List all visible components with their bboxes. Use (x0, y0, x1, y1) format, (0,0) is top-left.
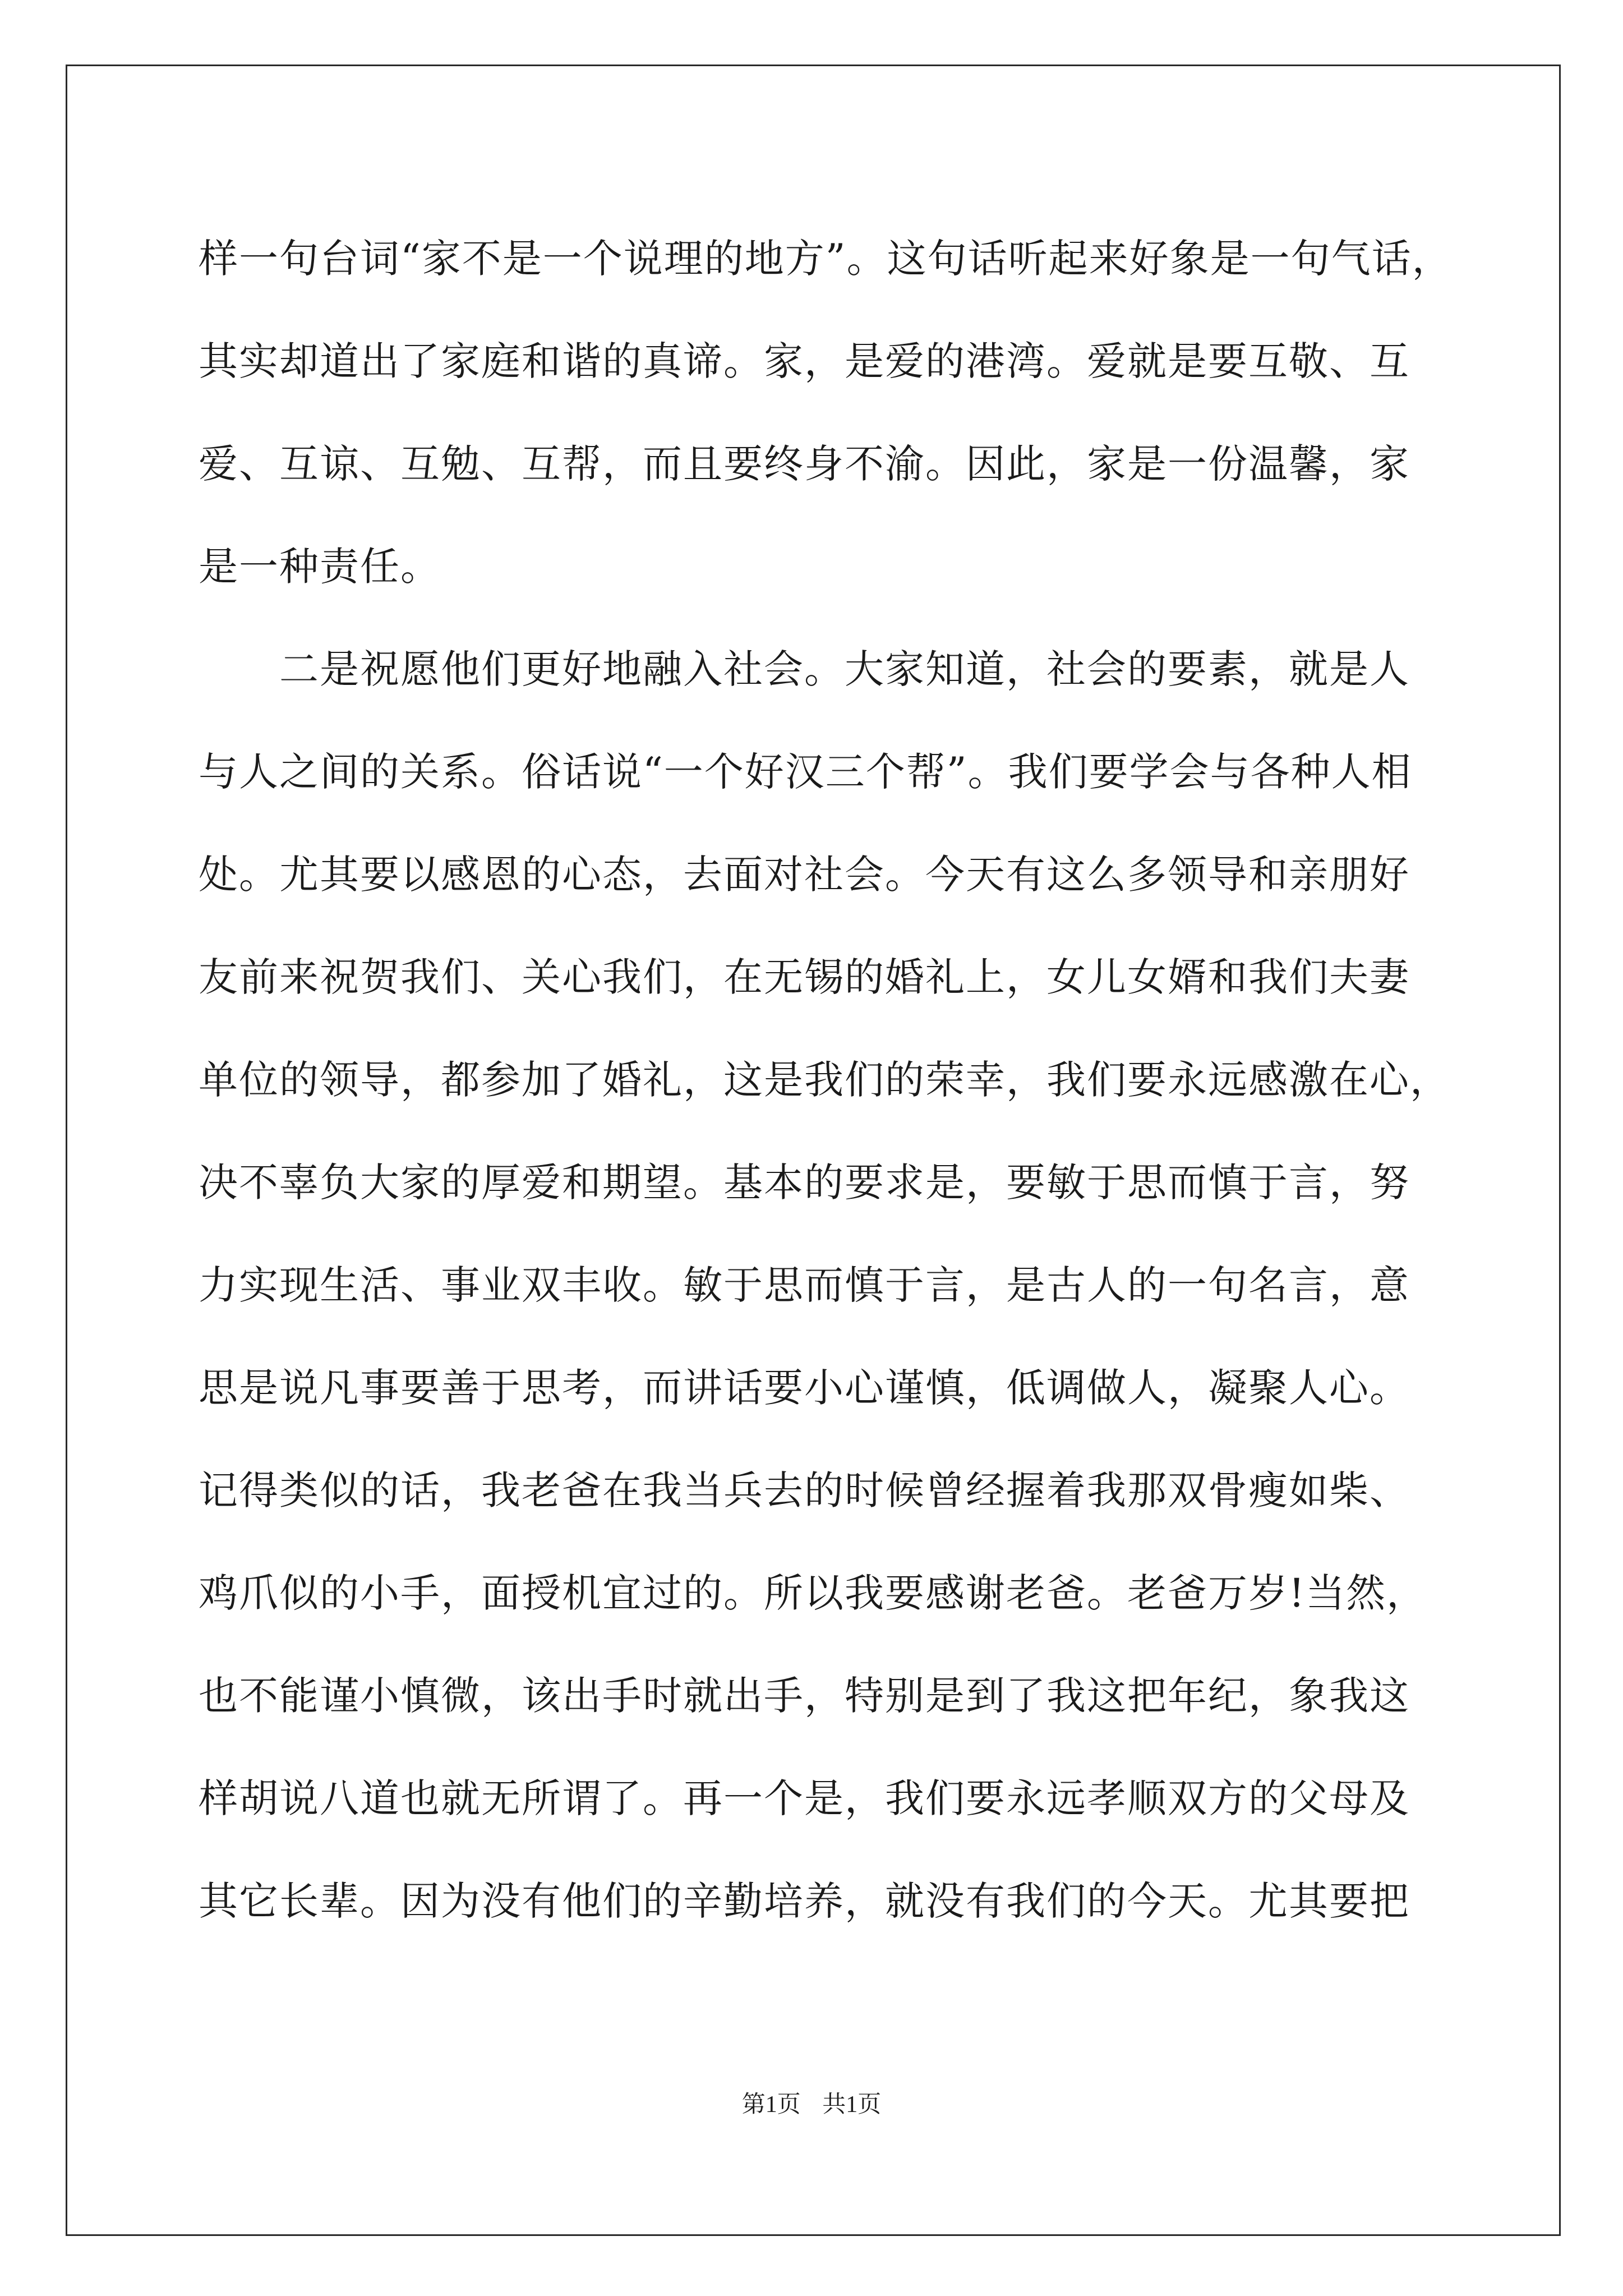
text-line-14: 鸡爪似的小手，面授机宜过的。所以我要感谢老爸。老爸万岁!当然， (199, 1570, 1427, 1616)
text-line-9: 单位的领导，都参加了婚礼，这是我们的荣幸，我们要永远感激在心， (199, 1057, 1450, 1103)
text-line-3: 爱、互谅、互勉、互帮，而且要终身不渝。因此，家是一份温馨，家 (199, 441, 1410, 487)
text-line-15: 也不能谨小慎微，该出手时就出手，特别是到了我这把年纪，象我这 (199, 1673, 1410, 1719)
text-line-8: 友前来祝贺我们、关心我们，在无锡的婚礼上，女儿女婿和我们夫妻 (199, 954, 1410, 1000)
text-line-17: 其它长辈。因为没有他们的辛勤培养，就没有我们的今天。尤其要把 (199, 1878, 1410, 1924)
page-footer (0, 2086, 1623, 2119)
page-number-current: 第1页 (741, 2092, 801, 2118)
text-line-16: 样胡说八道也就无所谓了。再一个是，我们要永远孝顺双方的父母及 (199, 1775, 1410, 1821)
text-line-13: 记得类似的话，我老爸在我当兵去的时候曾经握着我那双骨瘦如柴、 (199, 1467, 1410, 1513)
text-line-5: 二是祝愿他们更好地融入社会。大家知道，社会的要素，就是人 (199, 646, 1410, 692)
page-number-total: 共1页 (822, 2092, 882, 2118)
text-line-4: 是一种责任。 (199, 544, 441, 590)
text-line-1: 样一句台词“家不是一个说理的地方”。这句话听起来好象是一句气话， (199, 236, 1453, 282)
text-line-10: 决不辜负大家的厚爱和期望。基本的要求是，要敏于思而慎于言，努 (199, 1159, 1410, 1205)
text-line-7: 处。尤其要以感恩的心态，去面对社会。今天有这么多领导和亲朋好 (199, 852, 1410, 898)
document-body (199, 208, 1453, 1953)
text-line-2: 其实却道出了家庭和谐的真谛。家，是爱的港湾。爱就是要互敬、互 (199, 338, 1410, 384)
text-line-6: 与人之间的关系。俗话说“一个好汉三个帮”。我们要学会与各种人相 (199, 749, 1412, 795)
text-line-12: 思是说凡事要善于思考，而讲话要小心谨慎，低调做人，凝聚人心。 (199, 1365, 1410, 1411)
text-line-11: 力实现生活、事业双丰收。敏于思而慎于言，是古人的一句名言，意 (199, 1262, 1410, 1308)
